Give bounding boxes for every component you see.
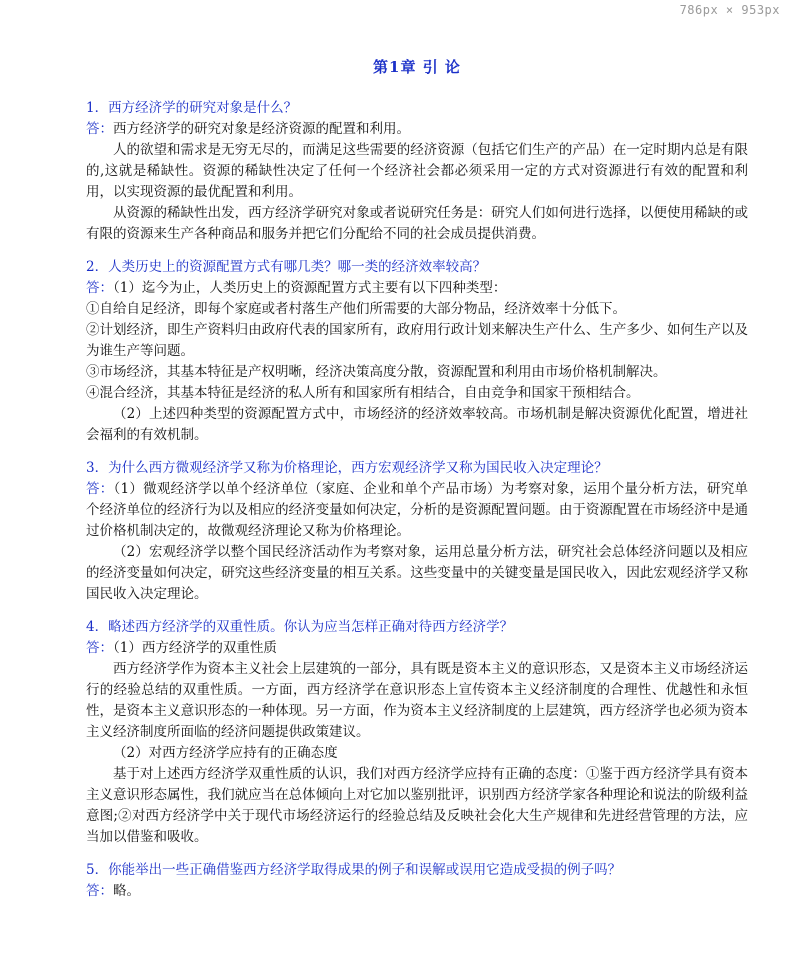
question-heading: 2．人类历史上的资源配置方式有哪几类？哪一类的经济效率较高？ (86, 259, 487, 275)
answer-paragraph: 答：西方经济学的研究对象是经济资源的配置和利用。 (86, 121, 410, 137)
qa-section-1 (86, 98, 748, 245)
answer-label: 答： (86, 640, 113, 656)
qa-section-3 (86, 458, 748, 605)
body-paragraph: 人的欲望和需求是无穷无尽的，而满足这些需要的经济资源（包括它们生产的产品）在一定时期内总是有限的,这就是稀缺性。资源的稀缺性决定了任何一个经济社会都必须采用一定的方式对资源进行有效的配置和利用，以实现资源的最优配置和利用。 (86, 142, 748, 200)
qa-section-4 (86, 617, 748, 848)
qa-section-5 (86, 860, 748, 902)
image-dimension-label: 786px × 953px (679, 3, 780, 17)
body-paragraph: （2）上述四种类型的资源配置方式中，市场经济的经济效率较高。市场机制是解决资源优化配置，增进社会福利的有效机制。 (86, 406, 748, 443)
qa-section-2 (86, 257, 748, 446)
answer-paragraph: 答：（1）迄今为止，人类历史上的资源配置方式主要有以下四种类型： (86, 280, 507, 296)
subheading-paragraph: （2）对西方经济学应持有的正确态度 (113, 745, 338, 761)
list-item: ④混合经济，其基本特征是经济的私人所有和国家所有相结合，自由竞争和国家干预相结合。 (86, 385, 640, 401)
list-item: ③市场经济，其基本特征是产权明晰，经济决策高度分散，资源配置和利用由市场价格机制解决。 (86, 364, 667, 380)
question-heading: 1．西方经济学的研究对象是什么？ (86, 100, 298, 116)
body-paragraph: 从资源的稀缺性出发，西方经济学研究对象或者说研究任务是：研究人们如何进行选择，以便使用稀缺的或有限的资源来生产各种商品和服务并把它们分配给不同的社会成员提供消费。 (86, 205, 748, 242)
answer-paragraph: 答：（1）西方经济学的双重性质 (86, 640, 277, 656)
body-paragraph: （2）宏观经济学以整个国民经济活动作为考察对象，运用总量分析方法，研究社会总体经济问题以及相应的经济变量如何决定，研究这些经济变量的相互关系。这些变量中的关键变量是国民收入，因此宏观经济学又称国民收入决定理论。 (86, 544, 748, 602)
answer-label: 答： (86, 481, 114, 497)
question-heading: 3．为什么西方微观经济学又称为价格理论，西方宏观经济学又称为国民收入决定理论？ (86, 460, 608, 476)
answer-label: 答： (86, 280, 113, 296)
answer-paragraph: 答：（1）微观经济学以单个经济单位（家庭、企业和单个产品市场）为考察对象，运用个量分析方法，研究单个经济单位的经济行为以及相应的经济变量如何决定，分析的是资源配置问题。由于资源配置在市场经济中是通过价格机制决定的，故微观经济理论又称为价格理论。 (86, 481, 749, 539)
document-page (86, 56, 748, 902)
list-item: ②计划经济，即生产资料归由政府代表的国家所有，政府用行政计划来解决生产什么、生产多少、如何生产以及为谁生产等问题。 (86, 322, 748, 359)
question-heading: 4．略述西方经济学的双重性质。你认为应当怎样正确对待西方经济学？ (86, 619, 514, 635)
chapter-title: 第1章 引 论 (373, 58, 461, 76)
question-heading: 5．你能举出一些正确借鉴西方经济学取得成果的例子和误解或误用它造成受损的例子吗？ (86, 862, 622, 878)
answer-label: 答： (86, 121, 113, 137)
body-paragraph: 西方经济学作为资本主义社会上层建筑的一部分，具有既是资本主义的意识形态，又是资本主义市场经济运行的经验总结的双重性质。一方面，西方经济学在意识形态上宣传资本主义经济制度的合理性、优越性和永恒性，是资本主义意识形态的一种体现。另一方面，作为资本主义经济制度的上层建筑，西方经济学也必须为资本主义经济制度所面临的经济问题提供政策建议。 (86, 661, 748, 740)
answer-label: 答： (86, 883, 113, 899)
answer-paragraph: 答：略。 (86, 883, 140, 899)
list-item: ①自给自足经济，即每个家庭或者村落生产他们所需要的大部分物品，经济效率十分低下。 (86, 301, 626, 317)
body-paragraph: 基于对上述西方经济学双重性质的认识，我们对西方经济学应持有正确的态度：①鉴于西方经济学具有资本主义意识形态属性，我们就应当在总体倾向上对它加以鉴别批评，识别西方经济学家各种理论和说法的阶级利益意图;②对西方经济学中关于现代市场经济运行的经验总结及反映社会化大生产规律和先进经营管理的方法，应当加以借鉴和吸收。 (86, 766, 748, 845)
